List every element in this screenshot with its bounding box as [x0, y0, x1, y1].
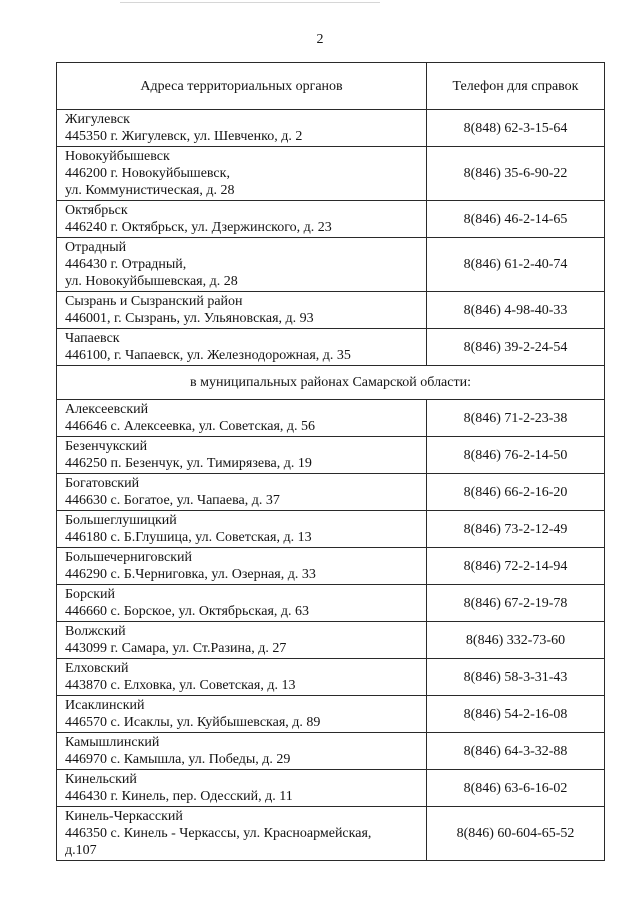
table-row [57, 329, 605, 366]
address-cell [57, 147, 427, 201]
phone-cell: 8(846) 54-2-16-08 [427, 696, 605, 733]
office-name: Отрадный [65, 240, 127, 255]
phone-cell: 8(846) 46-2-14-65 [427, 201, 605, 238]
table-row [57, 400, 605, 437]
phone-cell: 8(846) 76-2-14-50 [427, 437, 605, 474]
phone-cell: 8(846) 73-2-12-49 [427, 511, 605, 548]
address-line: ул. Коммунистическая, д. 28 [65, 183, 235, 198]
phone-cell: 8(848) 62-3-15-64 [427, 110, 605, 147]
address-line: 446250 п. Безенчук, ул. Тимирязева, д. 19 [65, 456, 312, 471]
table-row [57, 511, 605, 548]
table-row [57, 437, 605, 474]
address-cell [57, 585, 427, 622]
office-name: Камышлинский [65, 735, 160, 750]
section-header-row [57, 366, 605, 400]
address-cell [57, 110, 427, 147]
table-row [57, 474, 605, 511]
phone-cell: 8(846) 72-2-14-94 [427, 548, 605, 585]
table-row [57, 585, 605, 622]
address-line: ул. Новокуйбышевская, д. 28 [65, 274, 238, 289]
office-name: Жигулевск [65, 112, 130, 127]
address-line: 446430 г. Кинель, пер. Одесский, д. 11 [65, 789, 293, 804]
address-cell [57, 696, 427, 733]
address-line: 446350 с. Кинель - Черкассы, ул. Красноармейская, [65, 826, 372, 841]
phone-cell: 8(846) 71-2-23-38 [427, 400, 605, 437]
office-name: Новокуйбышевск [65, 149, 170, 164]
office-name: Волжский [65, 624, 126, 639]
header-phone: Телефон для справок [427, 63, 605, 110]
table-row [57, 622, 605, 659]
office-name: Безенчукский [65, 439, 148, 454]
scan-artifact-line [120, 2, 380, 3]
table-row [57, 110, 605, 147]
address-cell [57, 659, 427, 696]
address-cell [57, 292, 427, 329]
address-line: 443099 г. Самара, ул. Ст.Разина, д. 27 [65, 641, 287, 656]
office-name: Богатовский [65, 476, 140, 491]
address-cell [57, 201, 427, 238]
table-row [57, 548, 605, 585]
table-header-row [57, 63, 605, 110]
table-row [57, 770, 605, 807]
table-row [57, 147, 605, 201]
phone-cell: 8(846) 66-2-16-20 [427, 474, 605, 511]
phone-cell: 8(846) 60-604-65-52 [427, 807, 605, 861]
address-cell [57, 548, 427, 585]
office-name: Сызрань и Сызранский район [65, 294, 243, 309]
table-row [57, 238, 605, 292]
phone-cell: 8(846) 4-98-40-33 [427, 292, 605, 329]
address-line: 446200 г. Новокуйбышевск, [65, 166, 230, 181]
office-name: Алексеевский [65, 402, 149, 417]
phone-cell: 8(846) 39-2-24-54 [427, 329, 605, 366]
section-title: в муниципальных районах Самарской области: [57, 366, 605, 400]
table-row [57, 292, 605, 329]
territorial-offices-table [56, 62, 605, 861]
address-line: 446430 г. Отрадный, [65, 257, 187, 272]
address-line: 446290 с. Б.Черниговка, ул. Озерная, д. 33 [65, 567, 316, 582]
address-cell [57, 437, 427, 474]
office-name: Октябрьск [65, 203, 128, 218]
table-row [57, 659, 605, 696]
address-cell [57, 807, 427, 861]
address-cell [57, 733, 427, 770]
address-cell [57, 238, 427, 292]
phone-cell: 8(846) 332-73-60 [427, 622, 605, 659]
office-name: Большечерниговский [65, 550, 193, 565]
address-line: 446970 с. Камышла, ул. Победы, д. 29 [65, 752, 291, 767]
page-number: 2 [316, 32, 324, 47]
phone-cell: 8(846) 63-6-16-02 [427, 770, 605, 807]
address-line: 446240 г. Октябрьск, ул. Дзержинского, д. 23 [65, 220, 332, 235]
office-name: Кинель-Черкасский [65, 809, 183, 824]
address-line: 446646 с. Алексеевка, ул. Советская, д. 56 [65, 419, 316, 434]
address-line: 446570 с. Исаклы, ул. Куйбышевская, д. 89 [65, 715, 321, 730]
phone-cell: 8(846) 67-2-19-78 [427, 585, 605, 622]
address-line: 445350 г. Жигулевск, ул. Шевченко, д. 2 [65, 129, 303, 144]
office-name: Кинельский [65, 772, 137, 787]
header-address: Адреса территориальных органов [57, 63, 427, 110]
address-cell [57, 329, 427, 366]
address-line: 446630 с. Богатое, ул. Чапаева, д. 37 [65, 493, 280, 508]
office-name: Чапаевск [65, 331, 120, 346]
table-row [57, 201, 605, 238]
address-line: д.107 [65, 843, 97, 858]
address-cell [57, 400, 427, 437]
phone-cell: 8(846) 58-3-31-43 [427, 659, 605, 696]
office-name: Елховский [65, 661, 129, 676]
office-name: Борский [65, 587, 116, 602]
office-name: Исаклинский [65, 698, 145, 713]
phone-cell: 8(846) 64-3-32-88 [427, 733, 605, 770]
address-cell [57, 474, 427, 511]
address-cell [57, 511, 427, 548]
address-line: 446180 с. Б.Глушица, ул. Советская, д. 13 [65, 530, 312, 545]
address-line: 446660 с. Борское, ул. Октябрьская, д. 63 [65, 604, 310, 619]
address-cell [57, 622, 427, 659]
address-line: 443870 с. Елховка, ул. Советская, д. 13 [65, 678, 296, 693]
table-row [57, 807, 605, 861]
phone-cell: 8(846) 35-6-90-22 [427, 147, 605, 201]
phone-cell: 8(846) 61-2-40-74 [427, 238, 605, 292]
table-row [57, 733, 605, 770]
table-row [57, 696, 605, 733]
table-body [57, 63, 605, 861]
address-cell [57, 770, 427, 807]
address-line: 446100, г. Чапаевск, ул. Железнодорожная, д. 35 [65, 348, 351, 363]
address-line: 446001, г. Сызрань, ул. Ульяновская, д. 93 [65, 311, 314, 326]
office-name: Большеглушицкий [65, 513, 177, 528]
